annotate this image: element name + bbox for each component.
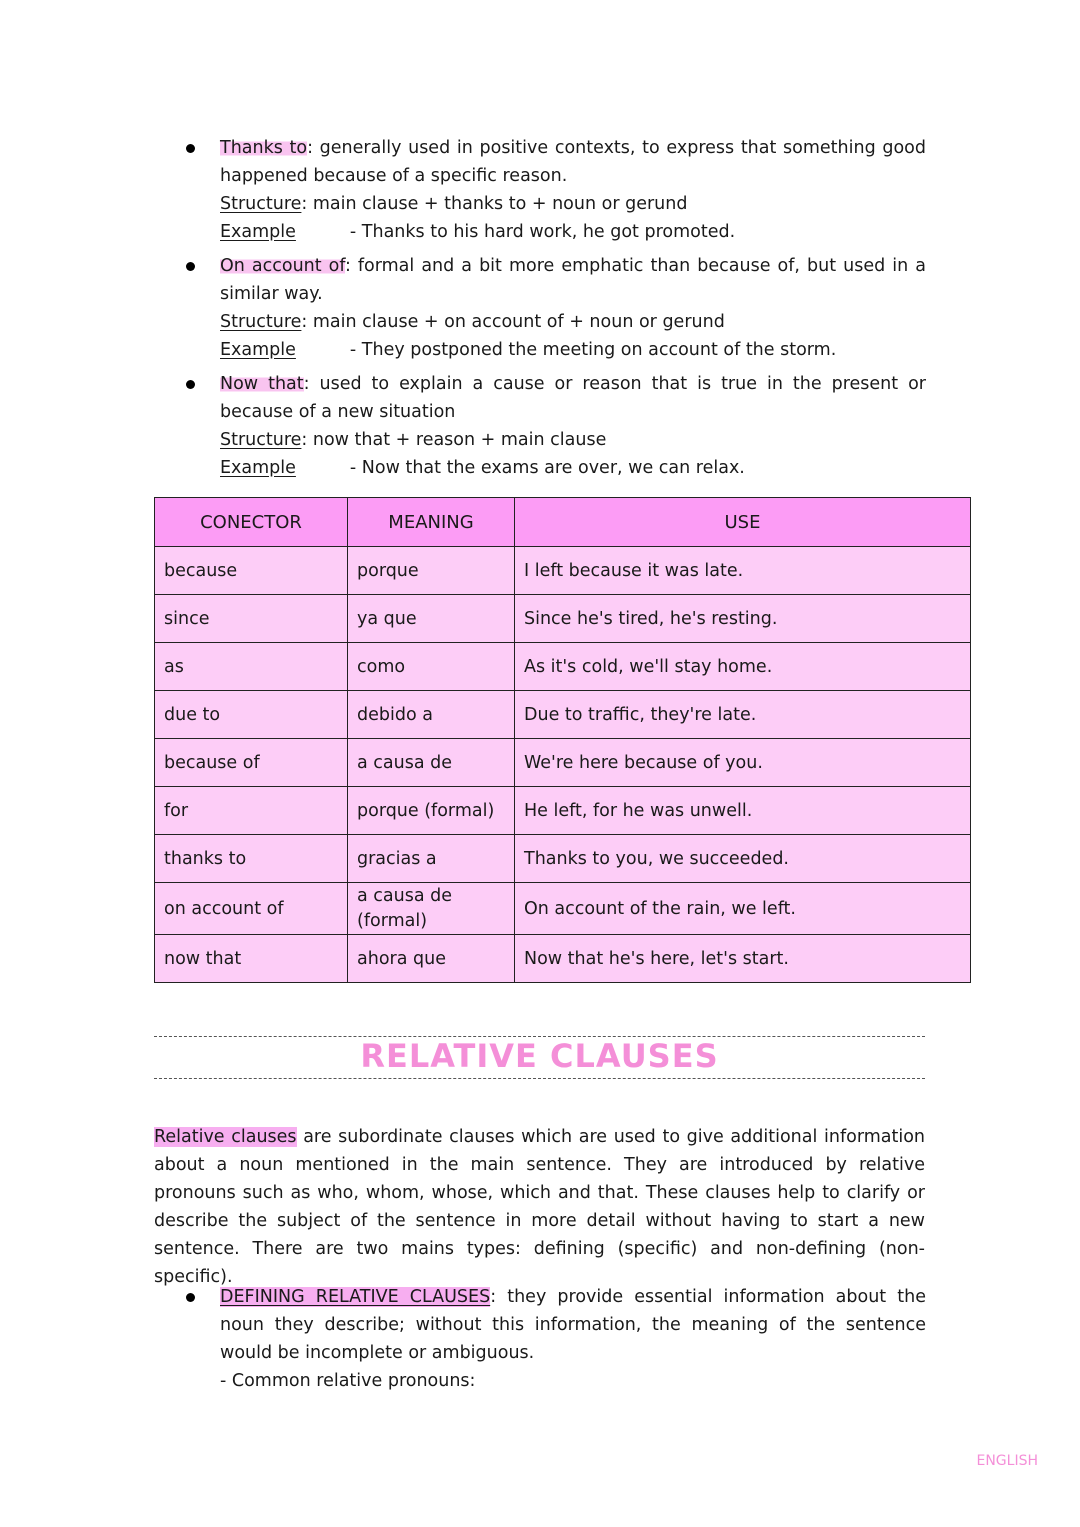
- table-row: [155, 835, 971, 883]
- cell-meaning: gracias a: [348, 835, 515, 883]
- cell-use: Due to traffic, they're late.: [515, 691, 971, 739]
- example-text: - They postponed the meeting on account of the storm.: [349, 340, 837, 360]
- structure-label: Structure: [220, 194, 302, 214]
- structure-text: : main clause + thanks to + noun or gerund: [301, 194, 688, 214]
- structure-text: : now that + reason + main clause: [301, 430, 607, 450]
- section-title: RELATIVE CLAUSES: [360, 1037, 719, 1075]
- table-header-row: [155, 498, 971, 547]
- bullet-dot-icon: [186, 1293, 195, 1302]
- cell-use: As it's cold, we'll stay home.: [515, 643, 971, 691]
- table-row: [155, 595, 971, 643]
- example-text: - Thanks to his hard work, he got promoted.: [349, 222, 736, 242]
- cell-conector: since: [155, 595, 348, 643]
- bullet-thanks-to: [186, 134, 926, 246]
- cell-meaning: a causa de (formal): [348, 883, 515, 935]
- divider-bottom: [154, 1078, 925, 1079]
- structure-label: Structure: [220, 312, 302, 332]
- cell-meaning: ya que: [348, 595, 515, 643]
- definition: : used to explain a cause or reason that is true in the present or because of a new situation: [220, 374, 926, 422]
- table-row: [155, 547, 971, 595]
- cell-use: We're here because of you.: [515, 739, 971, 787]
- table-row: [155, 935, 971, 983]
- bullet-on-account-of: [186, 252, 926, 364]
- term-highlight: Thanks to: [220, 138, 308, 158]
- term-highlight: Relative clauses: [154, 1127, 297, 1147]
- table-row: [155, 883, 971, 935]
- example-label: Example: [220, 458, 296, 478]
- bullet-defining-relative-clauses: [186, 1283, 926, 1395]
- cell-use: He left, for he was unwell.: [515, 787, 971, 835]
- cell-conector: thanks to: [155, 835, 348, 883]
- bullet-now-that: [186, 370, 926, 482]
- table-row: [155, 787, 971, 835]
- bullet-dot-icon: [186, 262, 195, 271]
- cell-conector: because: [155, 547, 348, 595]
- cell-conector: because of: [155, 739, 348, 787]
- footer-label: ENGLISH: [976, 1453, 1038, 1469]
- definition: : generally used in positive contexts, to express that something good happened because of a specific reason.: [220, 138, 927, 186]
- cell-conector: for: [155, 787, 348, 835]
- definition: : they provide essential information about the noun they describe; without this information, the meaning of the sentence would be incomplete or ambiguous.: [220, 1287, 927, 1363]
- cell-use: Thanks to you, we succeeded.: [515, 835, 971, 883]
- intro-paragraph: [154, 1123, 925, 1291]
- cell-use: Since he's tired, he's resting.: [515, 595, 971, 643]
- intro-text: are subordinate clauses which are used to give additional information about a noun mentioned in the main sentence. They are introduced by relative pronouns such as who, whom, whose, which and that. These clauses help to clarify or describe the subject of the sentence in more detail without having to start a new sentence. There are two mains types: defining (specific) and non-defining (non-specific).: [154, 1127, 926, 1287]
- cell-meaning: debido a: [348, 691, 515, 739]
- header-conector: CONECTOR: [155, 498, 348, 547]
- cell-conector: on account of: [155, 883, 348, 935]
- cell-use: Now that he's here, let's start.: [515, 935, 971, 983]
- cell-use: I left because it was late.: [515, 547, 971, 595]
- example-label: Example: [220, 222, 296, 242]
- cell-meaning: ahora que: [348, 935, 515, 983]
- header-use: USE: [515, 498, 971, 547]
- connectors-table: [154, 497, 971, 983]
- table-row: [155, 643, 971, 691]
- example-label: Example: [220, 340, 296, 360]
- cell-conector: due to: [155, 691, 348, 739]
- example-text: - Now that the exams are over, we can relax.: [349, 458, 745, 478]
- structure-text: : main clause + on account of + noun or gerund: [301, 312, 725, 332]
- term-highlight: Now that: [220, 374, 304, 394]
- structure-label: Structure: [220, 430, 302, 450]
- bullet-dot-icon: [186, 380, 195, 389]
- cell-conector: now that: [155, 935, 348, 983]
- definition: : formal and a bit more emphatic than because of, but used in a similar way.: [220, 256, 926, 304]
- table-row: [155, 691, 971, 739]
- cell-meaning: porque (formal): [348, 787, 515, 835]
- bullet-dot-icon: [186, 144, 195, 153]
- cell-meaning: como: [348, 643, 515, 691]
- term-highlight: On account of: [220, 256, 345, 276]
- cell-meaning: a causa de: [348, 739, 515, 787]
- cell-conector: as: [155, 643, 348, 691]
- pronouns-line: - Common relative pronouns:: [220, 1371, 476, 1391]
- cell-use: On account of the rain, we left.: [515, 883, 971, 935]
- cell-meaning: porque: [348, 547, 515, 595]
- table-row: [155, 739, 971, 787]
- term-highlight: DEFINING RELATIVE CLAUSES: [220, 1287, 491, 1307]
- header-meaning: MEANING: [348, 498, 515, 547]
